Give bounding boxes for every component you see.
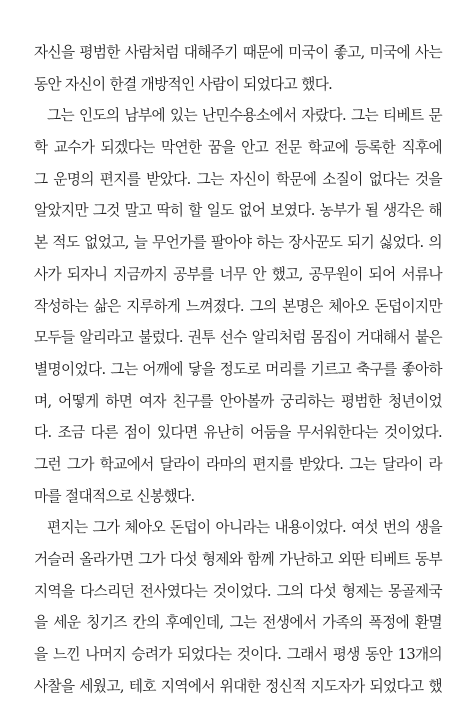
text-line: 모두들 알리라고 불렀다. 권투 선수 알리처럼 몸집이 거대해서 붙은: [34, 329, 442, 347]
text-line: 사찰을 세웠고, 테호 지역에서 위대한 정신적 지도자가 되었다고 했: [34, 677, 442, 695]
text-line: 동안 자신이 한결 개방적인 사람이 되었다고 했다.: [34, 75, 333, 93]
text-line: 별명이었다. 그는 어깨에 닿을 정도로 머리를 기르고 축구를 좋아하: [34, 360, 442, 378]
paragraph-3: [34, 512, 442, 702]
text-line: 그 운명의 편지를 받았다. 그는 자신이 학문에 소질이 없다는 것을: [34, 170, 442, 188]
text-line: 알았지만 그것 말고 딱히 할 일도 없어 보였다. 농부가 될 생각은 해: [34, 202, 442, 220]
text-line: 을 세운 칭기즈 칸의 후예인데, 그는 전생에서 가족의 폭정에 환멸: [34, 614, 442, 632]
text-line: 자신을 평범한 사람처럼 대해주기 때문에 미국이 좋고, 미국에 사는: [34, 44, 442, 61]
text-line: 작성하는 삶은 지루하게 느껴졌다. 그의 본명은 체아오 돈덥이지만: [34, 297, 442, 315]
text-line: 을 느낀 나머지 승려가 되었다는 것이다. 그래서 평생 동안 13개의: [34, 646, 442, 664]
text-line: 며, 어떻게 하면 여자 친구를 안아볼까 궁리하는 평범한 청년이었: [34, 392, 442, 410]
text-line: 다. 조금 다른 점이 있다면 유난히 어둠을 무서워한다는 것이었다.: [34, 424, 442, 442]
text-line: 그는 인도의 남부에 있는 난민수용소에서 자랐다. 그는 티베트 문: [47, 107, 442, 125]
text-line: 마를 절대적으로 신봉했다.: [34, 487, 195, 505]
text-line: 그런 그가 학교에서 달라이 라마의 편지를 받았다. 그는 달라이 라: [34, 455, 442, 473]
paragraph-2: [34, 100, 442, 512]
text-line: 사가 되자니 지금까지 공부를 너무 안 했고, 공무원이 되어 서류나: [34, 265, 442, 283]
body-text: [34, 37, 442, 702]
text-line: 편지는 그가 체아오 돈덥이 아니라는 내용이었다. 여섯 번의 생을: [47, 519, 442, 537]
text-line: 본 적도 없었고, 늘 무언가를 팔아야 하는 장사꾼도 되기 싫었다. 의: [34, 234, 442, 252]
paragraph-1: [34, 37, 442, 100]
text-line: 지역을 다스리던 전사였다는 것이었다. 그의 다섯 형제는 몽골제국: [34, 582, 442, 600]
text-line: 학 교수가 되겠다는 막연한 꿈을 안고 전문 학교에 등록한 직후에: [34, 139, 442, 157]
text-line: 거슬러 올라가면 그가 다섯 형제와 함께 가난하고 외딴 티베트 동부: [34, 551, 442, 568]
